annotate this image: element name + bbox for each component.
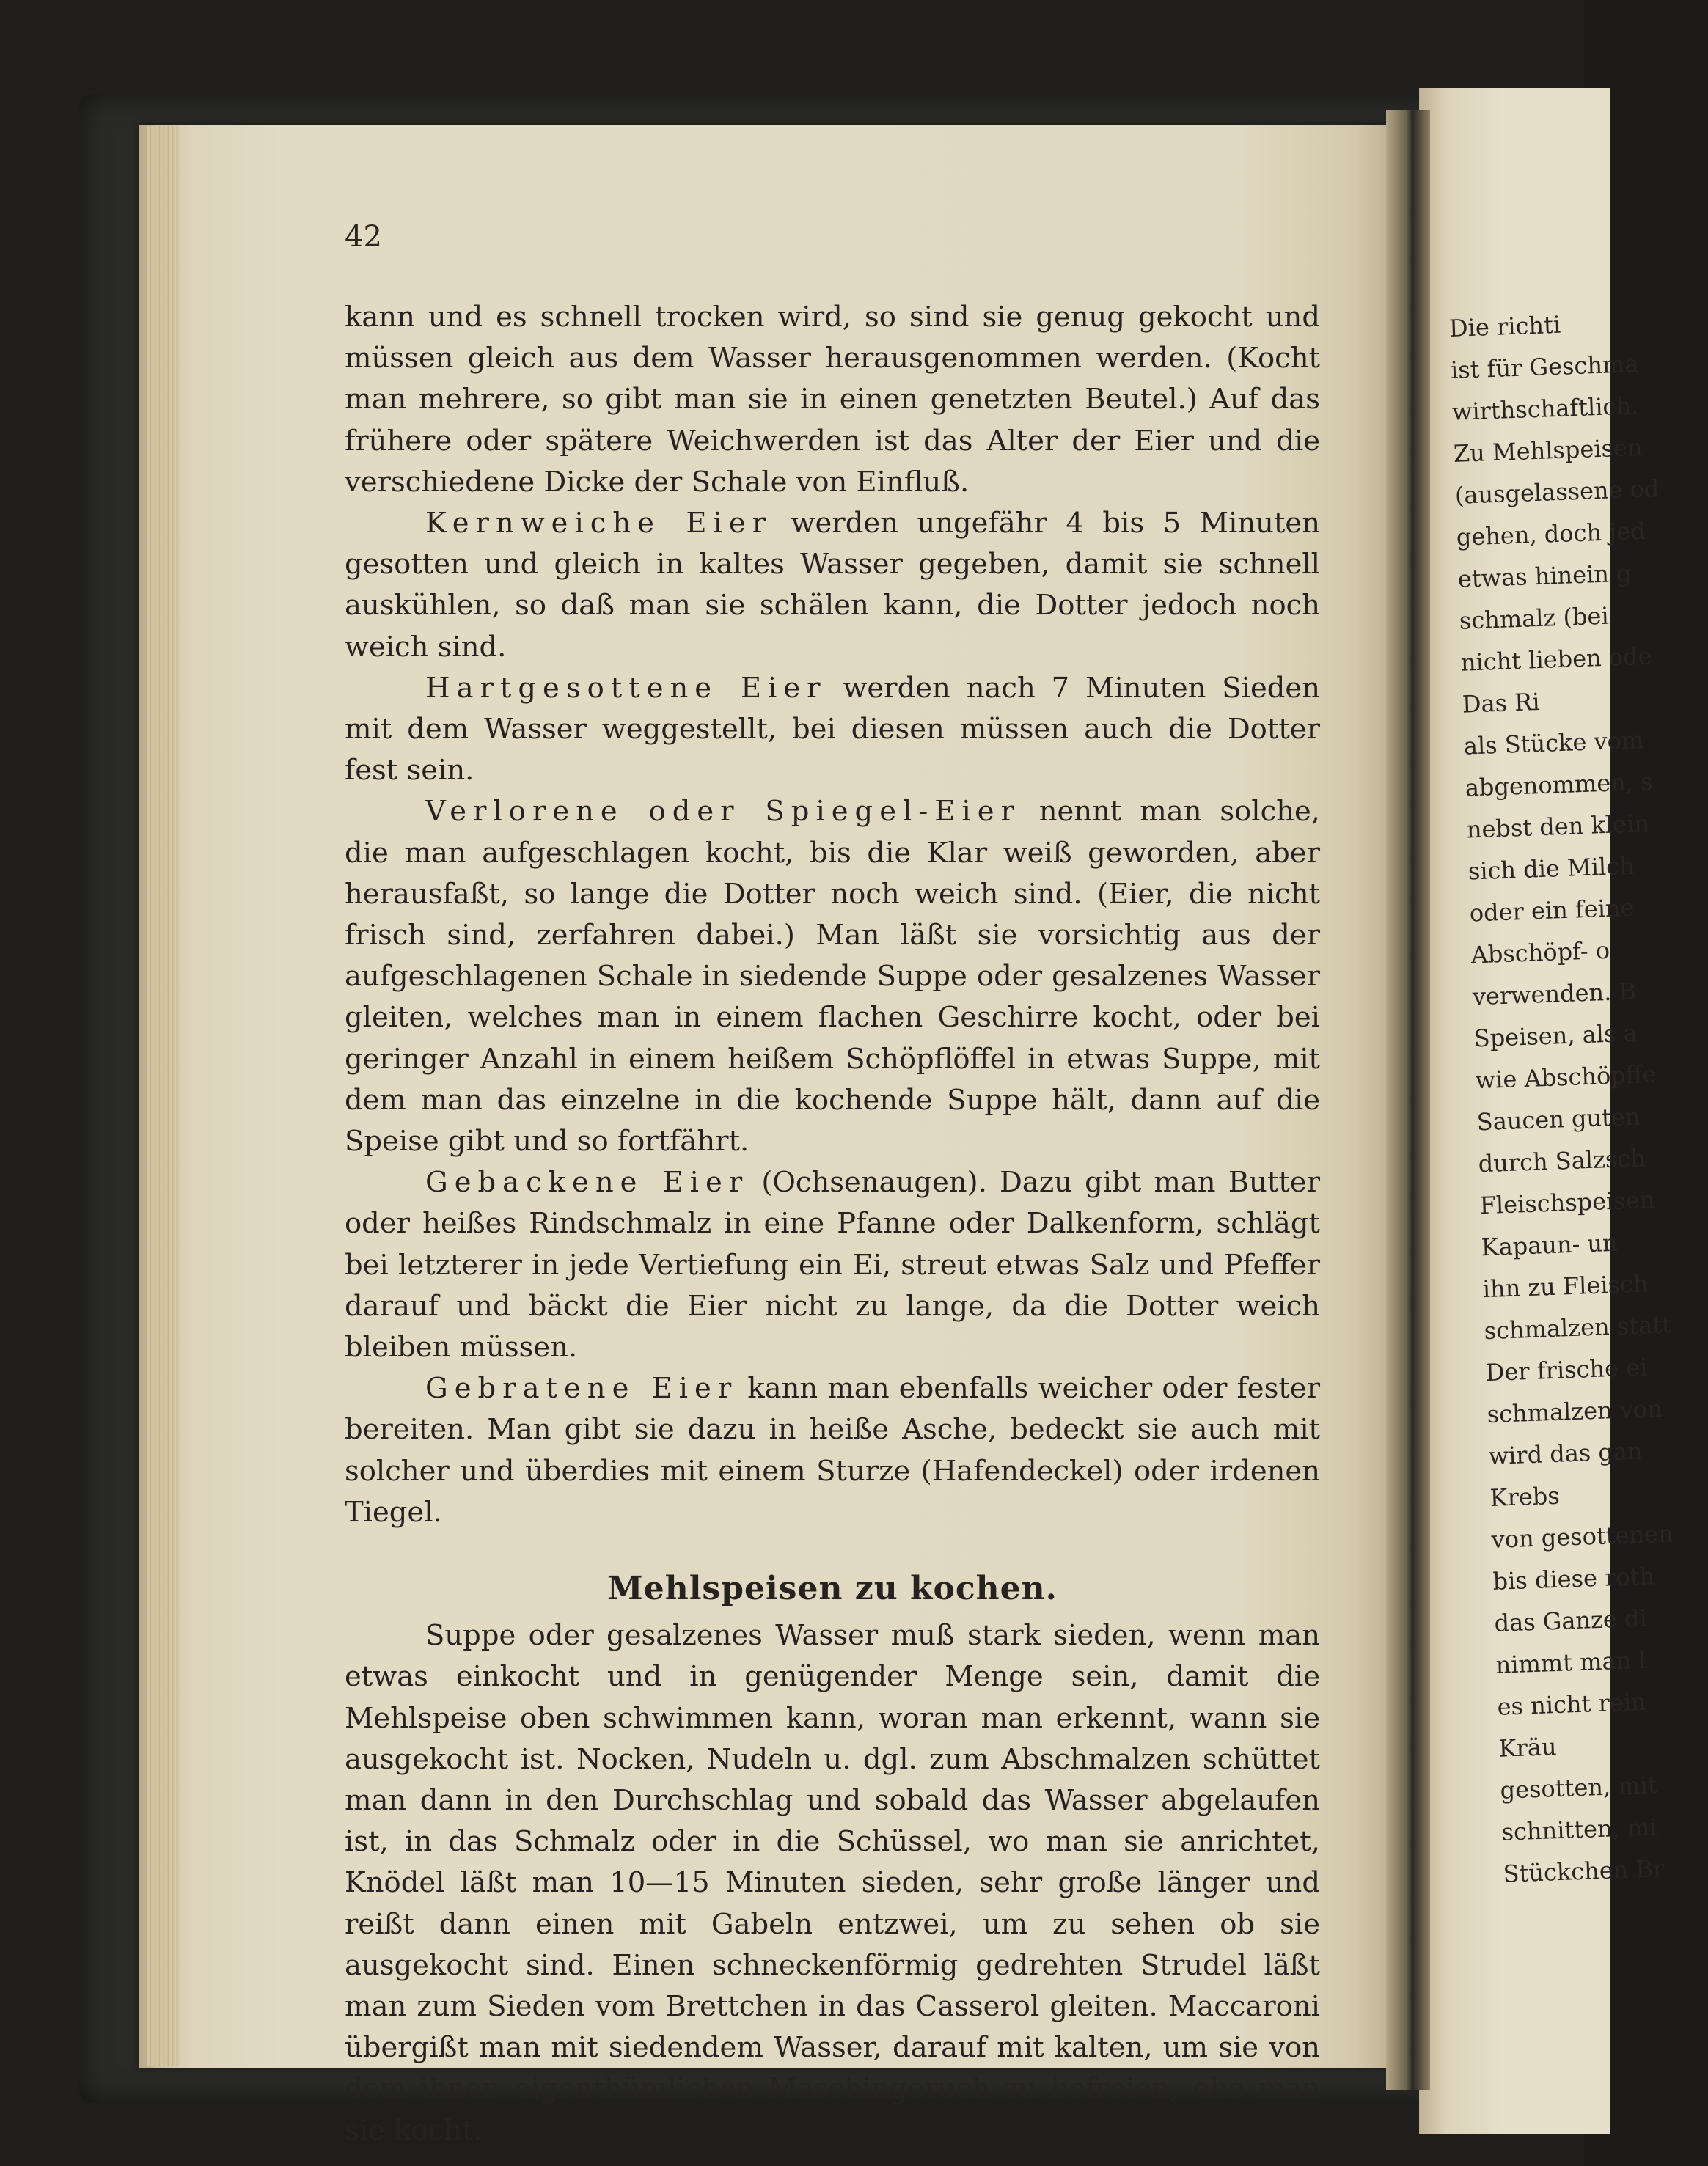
- section-paragraph: Suppe oder gesalzenes Wasser muß stark sieden, wenn man etwas einkocht und in genügender Menge sein, damit die Mehlspeise oben schwimmen kann, woran man erkennt, wann sie ausgekocht ist. Nocken, Nudeln u. dgl. zum Abschmalzen schüttet man dann in den Durchschlag und sobald das Wasser abgelaufen ist, in das Schmalz oder in die Schüssel, wo man sie anrichtet, Knödel läßt man 10—15 Minuten sieden, sehr große länger und reißt dann einen mit Gabeln entzwei, um zu sehen ob sie ausgekocht sind. Einen schneckenförmig gedrehten Strudel läßt man zum Sieden vom Brettchen in das Casserol gleiten. Maccaroni übergißt man mit siedendem Wasser, darauf mit kalten, um sie von dem ihnen eigenthümlichen Maschingeruch zu befreien, ehe man sie kocht.: [345, 1619, 1320, 2147]
- right-page-line: ist für Geschma: [1450, 350, 1639, 384]
- right-page-line: das Ganze di: [1493, 1604, 1648, 1637]
- paragraph-lead: Verlorene oder Spiegel-Eier: [425, 795, 1021, 829]
- right-page-line: ihn zu Fleisch: [1482, 1269, 1649, 1304]
- right-page-line: nebst den klein: [1466, 809, 1650, 844]
- right-page-line: schmalzen statt: [1484, 1310, 1672, 1346]
- right-page-line: Fleischspeisen: [1479, 1185, 1655, 1220]
- right-page-line: schmalzen von: [1487, 1394, 1663, 1429]
- right-page-line: sich die Milch: [1467, 851, 1635, 886]
- right-page-line: schnitten, mi: [1500, 1813, 1658, 1846]
- paragraph-text: kann und es schnell trocken wird, so sind sie genug gekocht und müssen gleich aus dem Wasser herausgenommen werden. (Kocht man mehrere, so gibt man sie in einen genetzten Beutel.) Auf das frühere oder spätere Weichwerden ist das Alter der Eier und die verschiedene Dicke der Schale von Einfluß.: [345, 301, 1320, 499]
- right-page-line: durch Salzsch: [1478, 1144, 1646, 1178]
- right-page-line: schmalz (bei: [1459, 601, 1610, 635]
- right-page-line: Kapaun- un: [1481, 1228, 1619, 1262]
- right-page-line: abgenommen, s: [1465, 767, 1654, 802]
- paragraph-text: (Ochsenaugen). Dazu gibt man Butter oder heißes Rindschmalz in eine Pfanne oder Dalkenform, schlägt bei letzterer in jede Vertiefung ein Ei, streut etwas Salz und Pfeffer darauf und bäckt die Eier nicht zu lange, da die Dotter weich bleiben müssen.: [345, 1166, 1320, 1365]
- paragraph: [345, 1368, 1320, 1533]
- right-page-line: nimmt man l: [1495, 1645, 1647, 1679]
- book-gutter: [1386, 110, 1430, 2090]
- paragraph: [345, 503, 1320, 668]
- right-page-line: gesotten, mit: [1499, 1771, 1658, 1805]
- right-page-line: oder ein feine: [1469, 893, 1635, 928]
- page-number: 42: [345, 220, 382, 254]
- right-page-line: Die richti: [1448, 310, 1561, 342]
- paragraph-text: nennt man solche, die man aufgeschlagen kocht, bis die Klar weiß geworden, aber herausfaßt, so lange die Dotter noch weich sind. (Eier, die nicht frisch sind, zerfahren dabei.) Man läßt sie vorsichtig aus der aufgeschlagenen Schale in siedende Suppe oder gesalzenes Wasser gleiten, welches man in einem flachen Geschirre kocht, oder bei geringer Anzahl in einem heißem Schöpflöffel in etwas Suppe, mit dem man das einzelne in die kochende Suppe hält, dann auf die Speise gibt und so fortfährt.: [345, 795, 1320, 1159]
- right-page-line: bis diese roth: [1492, 1562, 1655, 1596]
- right-page-line: verwenden. B: [1472, 977, 1637, 1011]
- right-page-line: Das Ri: [1462, 687, 1541, 719]
- right-page-line: gehen, doch jed: [1456, 516, 1646, 551]
- paragraph: [345, 1162, 1320, 1368]
- right-page-line: Kräu: [1498, 1733, 1558, 1763]
- paragraph: [345, 668, 1320, 792]
- right-page-line: Saucen guten: [1476, 1102, 1641, 1137]
- paragraph-lead: Hartgesottene Eier: [425, 671, 827, 705]
- right-page-line: wie Abschöpffe: [1475, 1060, 1657, 1095]
- section-heading: Mehlspeisen zu kochen.: [607, 1570, 1058, 1608]
- paragraph-lead: Kernweiche Eier: [425, 507, 773, 540]
- left-page-text: [345, 297, 1320, 2151]
- right-page-line: Der frische ei: [1485, 1353, 1648, 1387]
- right-page-line: (ausgelassene od: [1454, 474, 1660, 510]
- right-page-line: es nicht rein: [1496, 1687, 1647, 1721]
- right-page-line: Abschöpf- o: [1470, 936, 1610, 969]
- right-page-line: Krebs: [1489, 1481, 1561, 1512]
- right-page-line: wird das gan: [1488, 1436, 1643, 1471]
- right-page-line: nicht lieben ode: [1460, 642, 1653, 677]
- paragraph-text: werden nach 7 Minuten Sieden mit dem Wasser weggestellt, bei diesen müssen auch die Dotter fest sein.: [345, 671, 1320, 788]
- right-page-line: Speisen, als a: [1473, 1018, 1638, 1053]
- right-page-line: Zu Mehlspeisen: [1453, 433, 1643, 468]
- paragraph-lead: Gebratene Eier: [425, 1372, 738, 1406]
- right-page-line: etwas hinein g: [1457, 559, 1632, 593]
- paragraph-lead: Gebackene Eier: [425, 1166, 749, 1200]
- paragraph: [345, 297, 1320, 503]
- page-edges: [147, 126, 180, 2066]
- paragraph-text: werden ungefähr 4 bis 5 Minuten gesotten und gleich in kaltes Wasser gegeben, damit sie schnell auskühlen, so daß man sie schälen kann, die Dotter jedoch noch weich sind.: [345, 507, 1320, 664]
- paragraph: [345, 791, 1320, 1162]
- right-page-line: wirthschaftlich.: [1451, 392, 1639, 426]
- right-page-line: als Stücke vom: [1463, 726, 1644, 760]
- right-page-line: Stückchen Br: [1502, 1854, 1665, 1888]
- paragraph-text: kann man ebenfalls weicher oder fester bereiten. Man gibt sie dazu in heiße Asche, bedeckt sie auch mit solcher und überdies mit einem Sturze (Hafendeckel) oder irdenen Tiegel.: [345, 1372, 1320, 1529]
- right-page-line: von gesottenen: [1491, 1519, 1674, 1554]
